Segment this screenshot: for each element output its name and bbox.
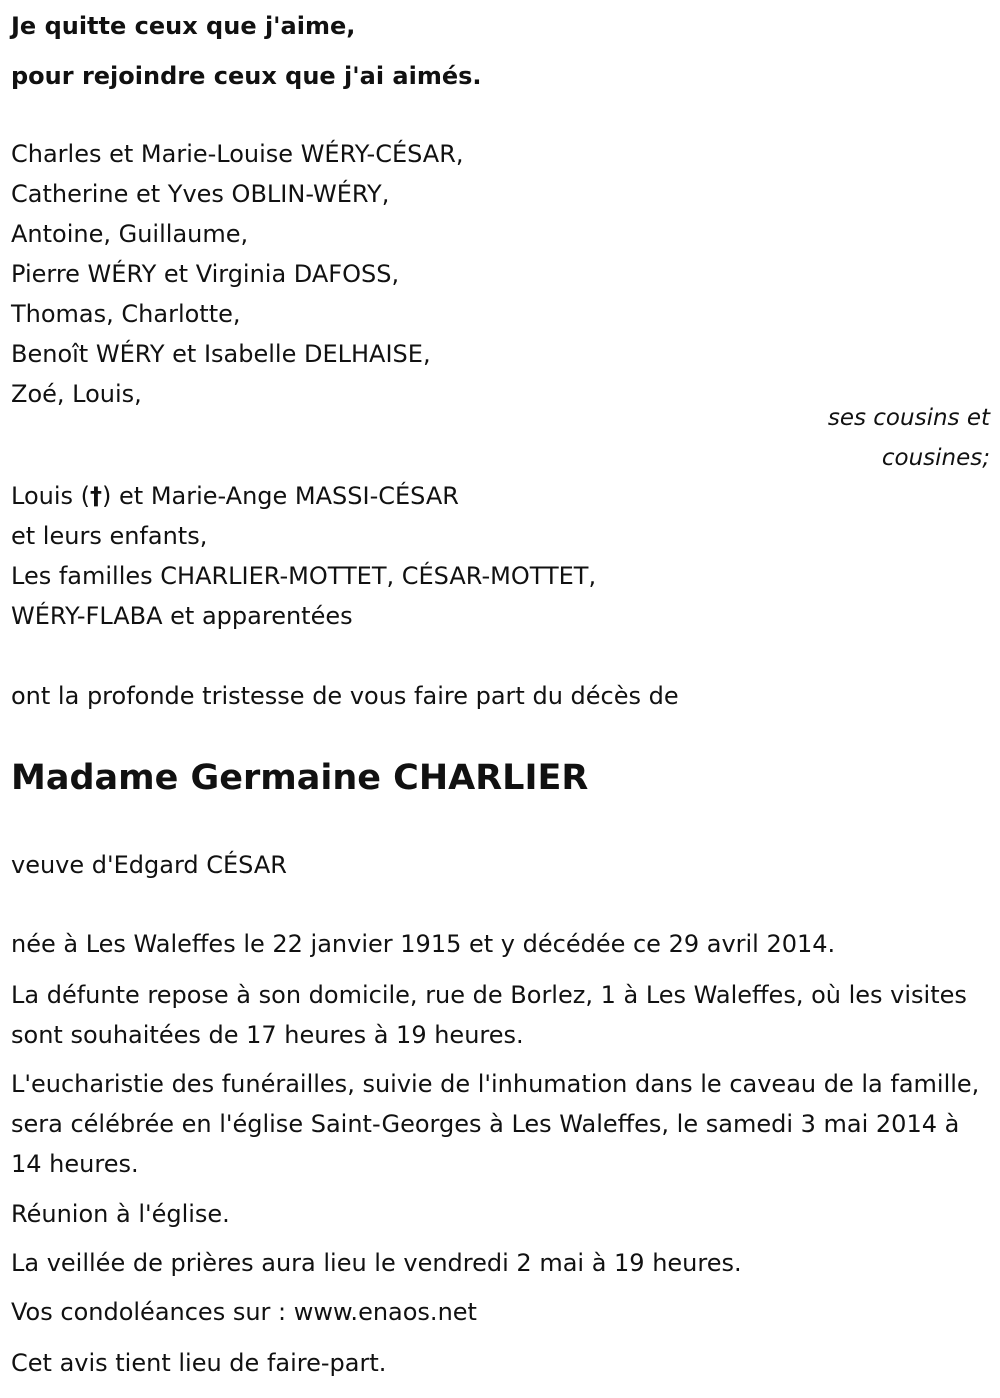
family-line: Charles et Marie-Louise WÉRY-CÉSAR, <box>11 140 464 168</box>
family-line: Catherine et Yves OBLIN-WÉRY, <box>11 180 390 208</box>
condolences-info: Vos condoléances sur : www.enaos.net <box>11 1298 477 1326</box>
family-line: et leurs enfants, <box>11 522 208 550</box>
louis-suffix: ) et Marie-Ange MASSI-CÉSAR <box>102 482 459 510</box>
family-line: Les familles CHARLIER-MOTTET, CÉSAR-MOTTET, <box>11 562 597 590</box>
louis-prefix: Louis ( <box>11 482 91 510</box>
notice: Cet avis tient lieu de faire-part. <box>11 1349 387 1377</box>
family-line: Zoé, Louis, <box>11 380 142 408</box>
family-line: WÉRY-FLABA et apparentées <box>11 602 353 630</box>
funeral-info: L'eucharistie des funérailles, suivie de l'inhumation dans le caveau de la famille, sera célébrée en l'église Saint-Georges à Les Waleffes, le samedi 3 mai 2014 à 14 heures. <box>11 1070 980 1178</box>
family-line-louis <box>11 481 459 511</box>
widow-of: veuve d'Edgard CÉSAR <box>11 851 287 879</box>
announcement: ont la profonde tristesse de vous faire part du décès de <box>11 682 679 710</box>
family-line: Thomas, Charlotte, <box>11 300 241 328</box>
deceased-name: Madame Germaine CHARLIER <box>11 758 589 798</box>
vigil-info: La veillée de prières aura lieu le vendredi 2 mai à 19 heures. <box>11 1249 742 1277</box>
family-line: Pierre WÉRY et Virginia DAFOSS, <box>11 260 400 288</box>
family-line: Benoît WÉRY et Isabelle DELHAISE, <box>11 340 431 368</box>
cross-icon: † <box>90 482 103 510</box>
epigraph-line-1: Je quitte ceux que j'aime, <box>11 12 356 40</box>
family-line: Antoine, Guillaume, <box>11 220 249 248</box>
epigraph-line-2: pour rejoindre ceux que j'ai aimés. <box>11 62 482 90</box>
relation-label-line-2: cousines; <box>881 445 990 471</box>
rest-place: La défunte repose à son domicile, rue de Borlez, 1 à Les Waleffes, où les visites sont souhaitées de 17 heures à 19 heures. <box>11 981 967 1049</box>
meeting-info: Réunion à l'église. <box>11 1200 230 1228</box>
relation-label-line-1: ses cousins et <box>827 405 990 431</box>
birth-death: née à Les Waleffes le 22 janvier 1915 et y décédée ce 29 avril 2014. <box>11 930 836 958</box>
